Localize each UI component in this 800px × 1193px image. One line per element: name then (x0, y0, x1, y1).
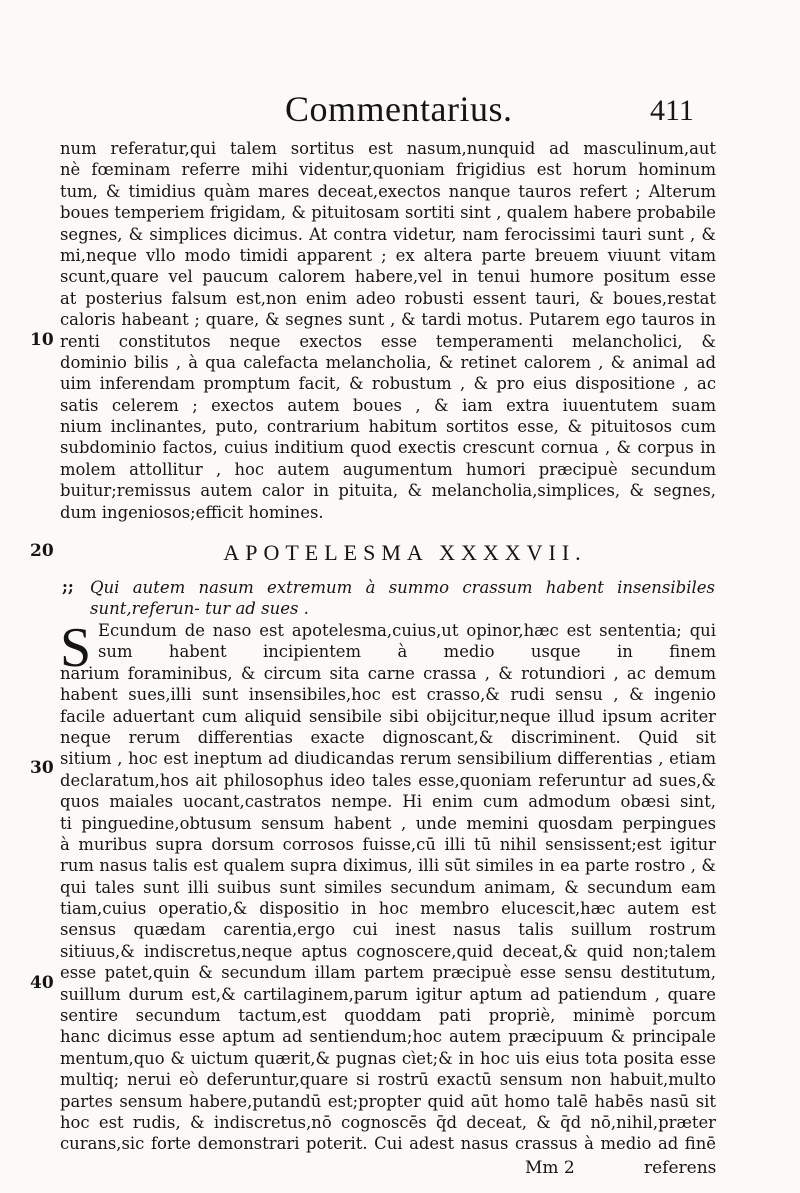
text-line: qui tales sunt illi suibus sunt similes secundum animam, & secundum eam (60, 877, 716, 897)
text-line: sum habent incipientem à medio usque in finem (98, 642, 716, 662)
text-line: curans,sic forte demonstrari poterit. Cui adest nasus crassus à medio ad finē (60, 1134, 716, 1154)
text-line: mentum,quo & uictum quærit,& pugnas cìet;& in hoc uis eius tota posita esse (60, 1048, 716, 1068)
text-line: num referatur,qui talem sortitus est nasum,nunquid ad masculinum,aut (60, 139, 716, 158)
text-line: dominio bilis , à qua calefacta melancholia, & retinet calorem , & animal ad (60, 352, 716, 372)
text-line: esse patet,quin & secundum illam partem præcipuè esse sensu destitutum, (60, 963, 716, 983)
text-line: sentire secundum tactum,est quoddam pati propriè, minimè porcum (60, 1006, 716, 1026)
text-line: at posterius falsum est,non enim adeo robusti essent tauri, & boues,restat (60, 288, 716, 308)
text-line: hanc dicimus esse aptum ad sentiendum;hoc autem præcipuum & principale (60, 1027, 716, 1047)
page-footer (0, 1158, 800, 1184)
text-line: multiq; nerui eò deferuntur,quare si rostrū exactū sensum non habuit,multo (60, 1070, 716, 1090)
commentary-text-block-2 (60, 617, 716, 1155)
text-line: sitium , hoc est ineptum ad diudicandas rerum sensibilium differentias , etiam (60, 749, 716, 769)
text-line: scunt,quare vel paucum calorem habere,vel in tenui humore positum esse (60, 267, 716, 287)
text-line: ti pinguedine,obtusum sensum habent , unde memini quosdam perpingues (60, 813, 716, 833)
text-line: dum ingeniosos;efficit homines. (60, 502, 324, 522)
running-title: Commentarius. (285, 89, 513, 129)
text-line: Ecundum de naso est apotelesma,cuius,ut opinor,hæc est sententia; qui (98, 621, 716, 640)
signature-mark: Mm 2 (525, 1158, 575, 1178)
text-line: sensus quædam carentia,ergo cui inest nasus talis suillum rostrum (60, 920, 716, 940)
page-number: 411 (650, 94, 694, 127)
text-line: buitur;remissus autem calor in pituita, & melancholia,simplices, & segnes, (60, 481, 716, 501)
text-line: mi,neque vllo modo timidi apparent ; ex altera parte breuem viuunt vitam (60, 245, 716, 265)
text-line: molem attollitur , hoc autem augumentum humori præcipuè secundum (60, 459, 716, 479)
line-number-20: 20 (30, 541, 54, 561)
text-line: nium inclinantes, puto, contrarium habitum sortitos esse, & pituitosos cum (60, 417, 716, 437)
text-line: nè fœminam referre mihi videntur,quoniam frigidius est horum hominum (60, 160, 716, 180)
text-line: quos maiales uocant,castratos nempe. Hi enim cum admodum obæsi sint, (60, 792, 716, 812)
line-number-40: 40 (30, 973, 54, 993)
drop-cap: S (60, 617, 92, 679)
text-line: renti constitutos neque exectos esse temperamenti melancholici, & (60, 331, 716, 351)
lemma-mark: ;; (62, 577, 74, 596)
text-line: partes sensum habere,putandū est;propter quid aūt homo talē habēs nasū sit (60, 1091, 716, 1111)
line-number-30: 30 (30, 758, 54, 778)
text-line: segnes, & simplices dicimus. At contra videtur, nam ferocissimi tauri sunt , & (60, 224, 716, 244)
text-line: neque rerum differentias exacte dignoscant,& discriminent. Quid sit (60, 727, 716, 747)
text-line: narium foraminibus, & circum sita carne crassa , & rotundiori , ac demum (60, 663, 716, 683)
line-number-10: 10 (30, 330, 54, 350)
commentary-text-block-1 (60, 138, 716, 523)
text-line: rum nasus talis est qualem supra diximus, illi sūt similes in ea parte rostro , & (60, 856, 716, 876)
text-line: habent sues,illi sunt insensibiles,hoc est crasso,& rudi sensu , & ingenio (60, 685, 716, 705)
text-line: à muribus supra dorsum corrosos fuisse,cū illi tū nihil sensissent;est igitur (60, 834, 716, 854)
page-header (0, 88, 800, 138)
text-line: subdominio factos, cuius inditium quod exectis crescunt cornua , & corpus in (60, 438, 716, 458)
apotelesma-heading: APOTELESMA XXXXVII. (223, 540, 587, 565)
text-line: sitiuus,& indiscretus,neque aptus cognoscere,quid deceat,& quid non;talem (60, 941, 716, 961)
text-line: suillum durum est,& cartilaginem,parum igitur aptum ad patiendum , quare (60, 984, 716, 1004)
text-line: tiam,cuius operatio,& dispositio in hoc membro elucescit,hæc autem est (60, 899, 716, 919)
text-line: uim inferendam promptum facit, & robustum , & pro eius dispositione , ac (60, 374, 716, 394)
text-line: boues temperiem frigidam, & pituitosam sortiti sint , qualem habere probabile (60, 203, 716, 223)
apotelesma-lemma: Qui autem nasum extremum à summo crassum habent insensibiles sunt,referun- tur ad sues . (90, 578, 715, 619)
text-line: caloris habeant ; quare, & segnes sunt , & tardi motus. Putarem ego tauros in (60, 310, 716, 330)
text-line: satis celerem ; exectos autem boues , & iam extra iuuentutem suam (60, 395, 716, 415)
text-line: facile aduertant cum aliquid sensibile sibi obijcitur,neque illud ipsum acriter (60, 706, 716, 726)
text-line: declaratum,hos ait philosophus ideo tales esse,quoniam referuntur ad sues,& (60, 770, 716, 790)
text-line: tum, & timidius quàm mares deceat,exectos nanque tauros refert ; Alterum (60, 181, 716, 201)
catchword: referens (644, 1158, 717, 1178)
text-line: hoc est rudis, & indiscretus,nō cognoscēs q̄d deceat, & q̄d nō,nihil,præter (60, 1112, 716, 1132)
